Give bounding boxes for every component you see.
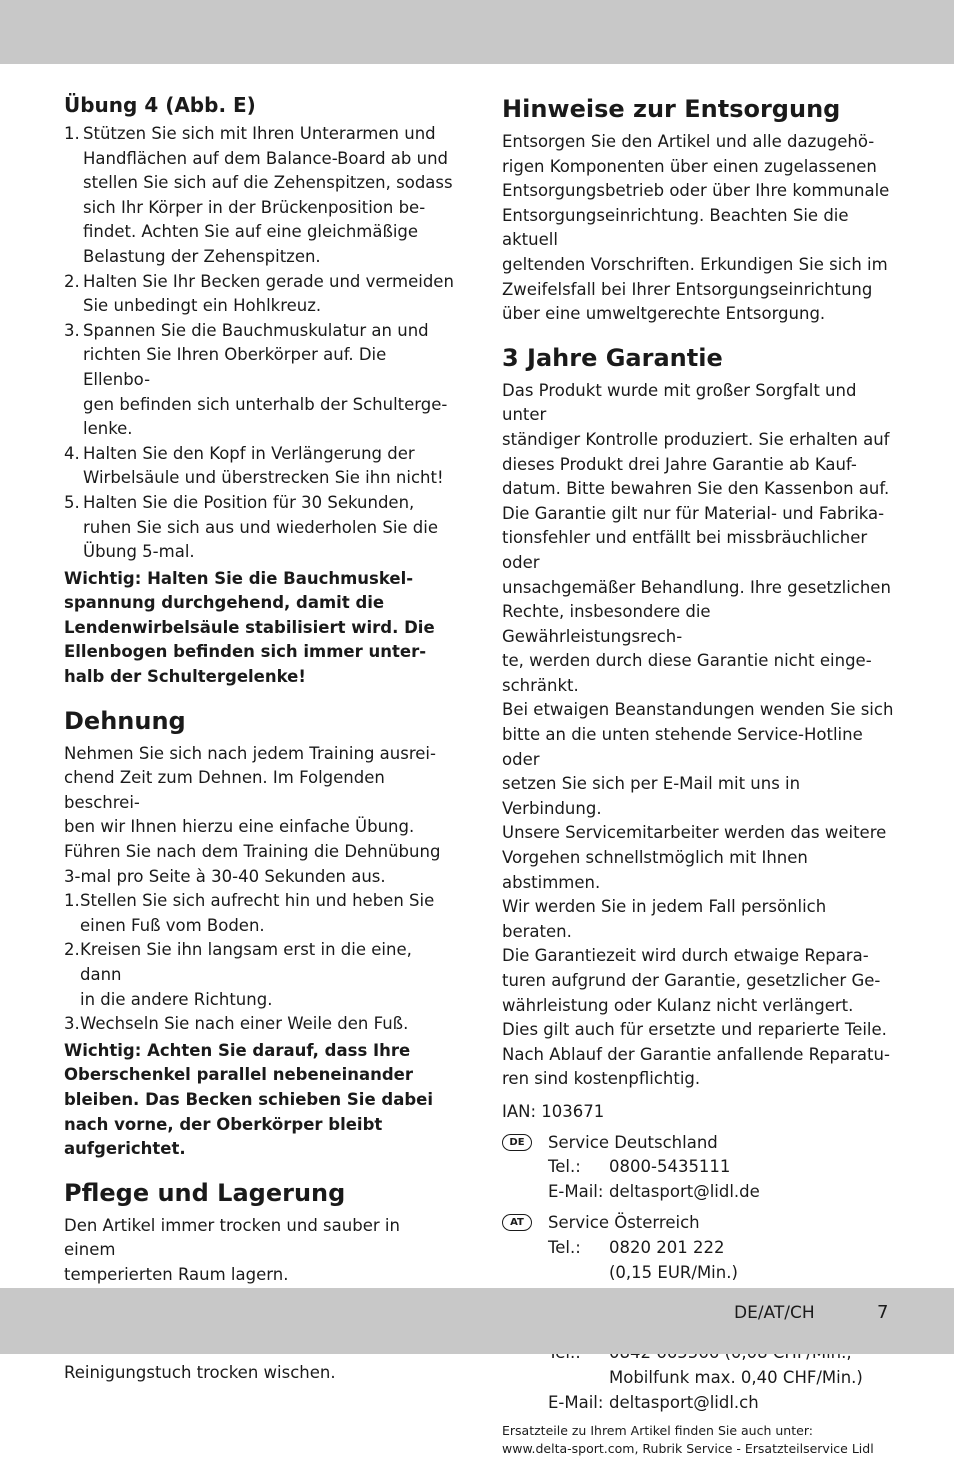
text-line: Entsorgungseinrichtung. Beachten Sie die aktuell xyxy=(502,205,849,250)
step-text-line: einen Fuß vom Boden. xyxy=(80,915,265,935)
step-text-line: Spannen Sie die Bauchmuskulatur an und xyxy=(83,320,429,340)
contact-value: (0,15 EUR/Min.) xyxy=(609,1262,738,1282)
warning-line: Lendenwirbelsäule stabilisiert wird. Die xyxy=(64,617,435,637)
step-text-line: Halten Sie die Position für 30 Sekunden, xyxy=(83,492,415,512)
text-line: Entsorgungsbetrieb oder über Ihre kommunale xyxy=(502,181,890,201)
step-text-line: in die andere Richtung. xyxy=(80,989,273,1009)
contact-value: 0800-5435111 xyxy=(609,1157,731,1177)
text-line: Bei etwaigen Beanstandungen wenden Sie sich xyxy=(502,700,894,720)
stretching-step xyxy=(64,938,454,1012)
care-title: Pflege und Lagerung xyxy=(64,1178,346,1207)
footer-region: DE/AT/CH xyxy=(734,1303,815,1323)
warning-line: nach vorne, der Oberkörper bleibt xyxy=(64,1114,383,1134)
warning-line: aufgerichtet. xyxy=(64,1139,186,1159)
warranty-text xyxy=(502,379,894,1092)
disposal-text xyxy=(502,130,894,327)
exercise4-title: Übung 4 (Abb. E) xyxy=(64,93,256,117)
country-badge-icon: AT xyxy=(502,1214,532,1231)
stretching-step xyxy=(64,1012,454,1037)
text-line: Die Garantie gilt nur für Material- und Fabrika- xyxy=(502,503,885,523)
text-line: temperierten Raum lagern. xyxy=(64,1264,289,1284)
text-line: Unsere Servicemitarbeiter werden das weitere xyxy=(502,823,887,843)
step-text-line: Halten Sie Ihr Becken gerade und vermeiden xyxy=(83,271,454,291)
text-line: Vorgehen schnellstmöglich mit Ihnen abstimmen. xyxy=(502,848,808,892)
step-text-line: stellen Sie sich auf die Zehenspitzen, sodass xyxy=(83,173,453,193)
warning-line: bleiben. Das Becken schieben Sie dabei xyxy=(64,1089,433,1109)
exercise4-warning xyxy=(64,567,454,690)
warning-line: Wichtig: Achten Sie darauf, dass Ihre xyxy=(64,1040,411,1060)
service-contact-row xyxy=(548,1236,894,1261)
step-number: 1. xyxy=(64,891,80,911)
service-contact-row xyxy=(548,1366,894,1391)
service-contact-row xyxy=(548,1261,894,1286)
step-text-line: Stützen Sie sich mit Ihren Unterarmen und xyxy=(83,124,436,143)
contact-value: deltasport@lidl.ch xyxy=(609,1392,759,1412)
right-column xyxy=(502,88,894,1458)
text-line: Die Garantiezeit wird durch etwaige Repara- xyxy=(502,946,869,966)
step-text-line: lenke. xyxy=(83,419,133,439)
step-text-line: richten Sie Ihren Oberkörper auf. Die Ellenbo- xyxy=(83,345,387,389)
text-line: währleistung oder Kulanz nicht verlängert. xyxy=(502,995,854,1015)
step-text-line: Wirbelsäule und überstrecken Sie ihn nicht! xyxy=(83,468,444,488)
exercise-step xyxy=(64,122,454,270)
warning-line: halb der Schultergelenke! xyxy=(64,667,306,687)
step-text-line: Stellen Sie sich aufrecht hin und heben Sie xyxy=(80,891,435,911)
text-line: Reinigungstuch trocken wischen. xyxy=(64,1363,336,1383)
service-entry xyxy=(502,1131,894,1205)
stretching-steps xyxy=(64,889,454,1037)
contact-value: Mobilfunk max. 0,40 CHF/Min.) xyxy=(609,1367,863,1387)
text-line: datum. Bitte bewahren Sie den Kassenbon auf. xyxy=(502,479,890,499)
contact-label: Tel.: xyxy=(548,1157,581,1177)
step-text-line: Wechseln Sie nach einer Weile den Fuß. xyxy=(80,1014,409,1034)
step-number: 4. xyxy=(64,443,80,463)
step-text-line: Belastung der Zehenspitzen. xyxy=(83,246,321,266)
exercise-step xyxy=(64,491,454,565)
contact-label: E-Mail: xyxy=(548,1392,604,1412)
header-bar xyxy=(0,0,954,64)
text-line: Nehmen Sie sich nach jedem Training ausrei- xyxy=(64,743,436,763)
exercise-step xyxy=(64,270,454,319)
service-contacts xyxy=(502,1131,894,1416)
text-line: Dies gilt auch für ersetzte und reparierte Teile. xyxy=(502,1020,887,1040)
text-line: Ersatzteile zu Ihrem Artikel finden Sie auch unter: xyxy=(502,1423,813,1439)
step-number: 1. xyxy=(64,124,80,143)
text-line: Zweifelsfall bei Ihrer Entsorgungseinrichtung xyxy=(502,279,873,299)
country-badge-icon: DE xyxy=(502,1134,532,1151)
text-line: tionsfehler und entfällt bei missbräuchlicher oder xyxy=(502,528,868,572)
text-line: setzen Sie sich per E-Mail mit uns in Verbindung. xyxy=(502,774,801,818)
contact-value: 0820 201 222 xyxy=(609,1237,725,1257)
step-number: 3. xyxy=(64,320,80,340)
step-text-line: gen befinden sich unterhalb der Schulterge- xyxy=(83,394,448,414)
exercise-step xyxy=(64,442,454,491)
stretching-warning xyxy=(64,1039,454,1162)
text-line: Wir werden Sie in jedem Fall persönlich beraten. xyxy=(502,897,827,941)
step-number: 3. xyxy=(64,1014,80,1034)
contact-label: E-Mail: xyxy=(548,1181,604,1201)
stretching-title: Dehnung xyxy=(64,706,186,735)
text-line: über eine umweltgerechte Entsorgung. xyxy=(502,304,826,324)
page-number: 7 xyxy=(877,1302,889,1323)
step-text-line: ruhen Sie sich aus und wiederholen Sie die xyxy=(83,517,439,537)
warning-line: Wichtig: Halten Sie die Bauchmuskel- xyxy=(64,568,414,588)
text-line: ren sind kostenpflichtig. xyxy=(502,1069,701,1089)
step-number: 5. xyxy=(64,492,80,512)
service-contact-row xyxy=(548,1155,894,1180)
stretching-intro xyxy=(64,742,454,890)
step-text-line: Übung 5-mal. xyxy=(83,542,195,562)
service-contact-row xyxy=(548,1180,894,1205)
exercise4-steps xyxy=(64,122,454,565)
text-line: Rechte, insbesondere die Gewährleistungsrech- xyxy=(502,602,711,646)
exercise-step xyxy=(64,319,454,442)
text-line: turen aufgrund der Garantie, gesetzlicher Ge- xyxy=(502,971,881,990)
service-name: Service Österreich xyxy=(548,1213,700,1233)
warning-line: Ellenbogen befinden sich immer unter- xyxy=(64,642,427,662)
text-line: Entsorgen Sie den Artikel und alle dazugehö- xyxy=(502,132,875,151)
text-line: 3-mal pro Seite à 30-40 Sekunden aus. xyxy=(64,866,386,886)
text-line: www.delta-sport.com, Rubrik Service - Ersatzteilservice Lidl xyxy=(502,1441,874,1457)
text-line: unsachgemäßer Behandlung. Ihre gesetzlichen xyxy=(502,577,891,597)
text-line: schränkt. xyxy=(502,675,579,695)
step-text-line: Kreisen Sie ihn langsam erst in die eine, dann xyxy=(80,940,412,984)
text-line: dieses Produkt drei Jahre Garantie ab Kauf- xyxy=(502,454,857,474)
warranty-title: 3 Jahre Garantie xyxy=(502,343,723,372)
text-line: Führen Sie nach dem Training die Dehnübung xyxy=(64,842,441,862)
text-line: Den Artikel immer trocken und sauber in einem xyxy=(64,1215,400,1260)
text-line: Nach Ablauf der Garantie anfallende Reparatu- xyxy=(502,1044,890,1064)
step-text-line: Sie unbedingt ein Hohlkreuz. xyxy=(83,296,322,316)
step-text-line: Halten Sie den Kopf in Verlängerung der xyxy=(83,443,415,463)
text-line: te, werden durch diese Garantie nicht einge- xyxy=(502,651,872,671)
disposal-title: Hinweise zur Entsorgung xyxy=(502,95,841,123)
step-number: 2. xyxy=(64,940,80,960)
warning-line: Oberschenkel parallel nebeneinander xyxy=(64,1065,413,1085)
text-line: rigen Komponenten über einen zugelassenen xyxy=(502,156,877,176)
text-line: ständiger Kontrolle produziert. Sie erhalten auf xyxy=(502,429,890,449)
step-number: 2. xyxy=(64,271,80,291)
text-line: Das Produkt wurde mit großer Sorgfalt und unter xyxy=(502,380,857,425)
warning-line: spannung durchgehend, damit die xyxy=(64,593,385,613)
text-line: chend Zeit zum Dehnen. Im Folgenden beschrei- xyxy=(64,768,385,812)
left-column xyxy=(64,88,454,1386)
text-line: ben wir Ihnen hierzu eine einfache Übung. xyxy=(64,817,415,837)
stretching-step xyxy=(64,889,454,938)
service-name: Service Deutschland xyxy=(548,1132,718,1152)
step-text-line: Handflächen auf dem Balance-Board ab und xyxy=(83,148,449,168)
service-contact-row xyxy=(548,1391,894,1416)
ian-number: IAN: 103671 xyxy=(502,1101,605,1121)
spare-parts-note xyxy=(502,1422,894,1458)
step-text-line: findet. Achten Sie auf eine gleichmäßige xyxy=(83,222,419,242)
step-text-line: sich Ihr Körper in der Brückenposition be- xyxy=(83,197,426,217)
contact-value: deltasport@lidl.de xyxy=(609,1181,760,1201)
text-line: geltenden Vorschriften. Erkundigen Sie sich im xyxy=(502,254,888,274)
contact-label: Tel.: xyxy=(548,1237,581,1257)
text-line: bitte an die unten stehende Service-Hotline oder xyxy=(502,725,863,769)
